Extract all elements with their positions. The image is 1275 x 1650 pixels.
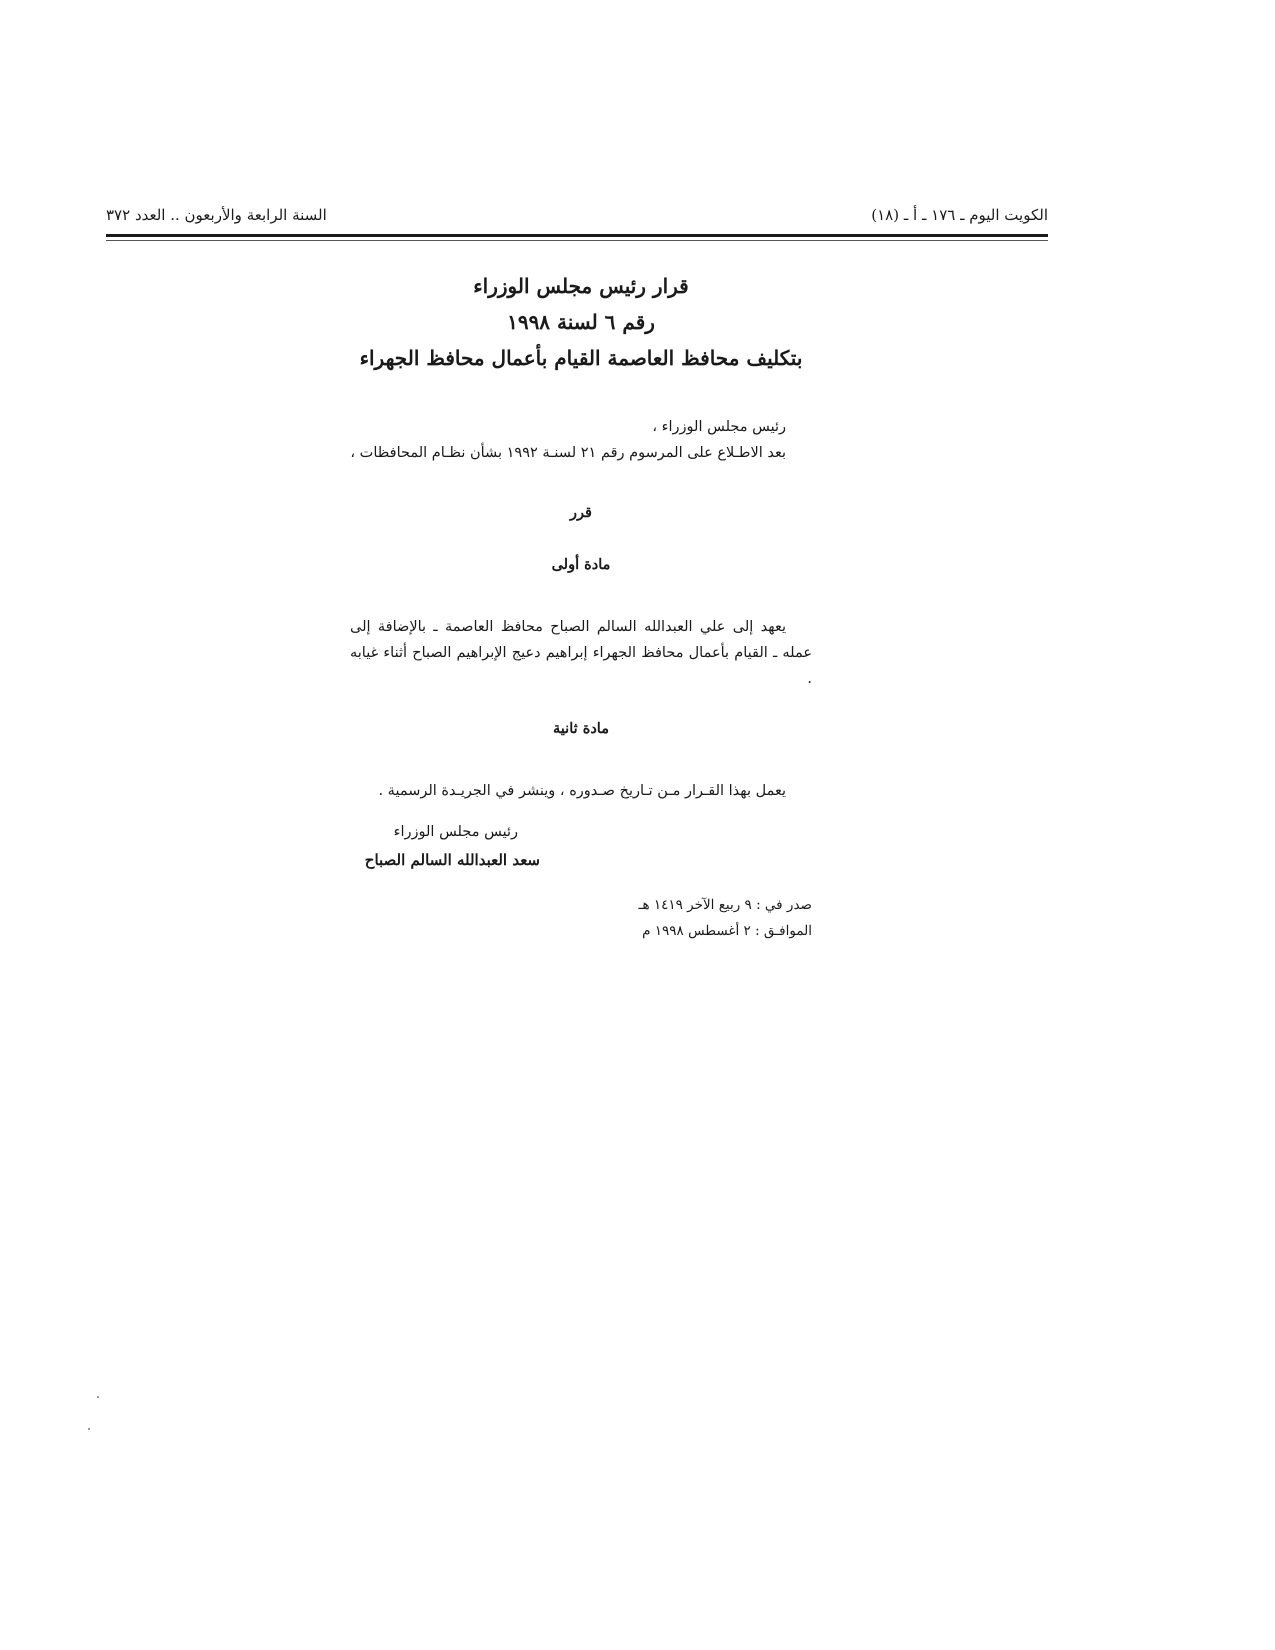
article-1-body: يعهد إلى علي العبدالله السالم الصباح محافظ العاصمة ـ بالإضافة إلى عمله ـ القيام بأعمال محافظ الجهراء إبراهيم دعيج الإبراهيم الصباح أثناء غيابه . bbox=[350, 619, 812, 687]
article-2-body: يعمل بهذا القـرار مـن تـاريخ صـدوره ، وينشر في الجريـدة الرسمية . bbox=[378, 783, 786, 799]
signature-block bbox=[350, 818, 540, 874]
corresponding-date: الموافـق : ٢ أغسطس ١٩٩٨ م bbox=[642, 923, 812, 939]
preamble-line-2: بعد الاطـلاع على المرسوم رقم ٢١ لسنـة ١٩٩٢ بشأن نظـام المحافظات ، bbox=[350, 445, 786, 461]
signature-title: رئيس مجلس الوزراء bbox=[393, 824, 518, 840]
issued-date: صدر في : ٩ ربيع الآخر ١٤١٩ هـ bbox=[638, 897, 812, 913]
header-rule-thin bbox=[106, 240, 1048, 241]
page-header bbox=[106, 206, 1048, 230]
header-issue-info: السنة الرابعة والأربعون .. العدد ٣٧٢ bbox=[106, 206, 327, 224]
decree-body bbox=[350, 268, 812, 804]
header-publication-info: الكويت اليوم ـ ١٧٦ ـ أ ـ (١٨) bbox=[871, 206, 1048, 224]
scan-speck bbox=[97, 1396, 99, 1398]
article-1-heading: مادة أولى bbox=[551, 556, 611, 573]
issue-dates bbox=[520, 892, 812, 944]
signature-name: سعد العبدالله السالم الصباح bbox=[364, 851, 540, 869]
preamble-line-1: رئيس مجلس الوزراء ، bbox=[652, 419, 786, 435]
decree-title-line-3: بتكليف محافظ العاصمة القيام بأعمال محافظ الجهراء bbox=[359, 346, 803, 370]
scan-speck bbox=[88, 1428, 90, 1430]
header-rule-thick bbox=[106, 234, 1048, 237]
decree-title-line-1: قرار رئيس مجلس الوزراء bbox=[473, 274, 689, 298]
decided-heading: قرر bbox=[570, 504, 592, 521]
article-2-heading: مادة ثانية bbox=[553, 720, 609, 737]
decree-title bbox=[350, 268, 812, 376]
preamble bbox=[350, 414, 812, 466]
decree-title-line-2: رقم ٦ لسنة ١٩٩٨ bbox=[507, 310, 655, 334]
